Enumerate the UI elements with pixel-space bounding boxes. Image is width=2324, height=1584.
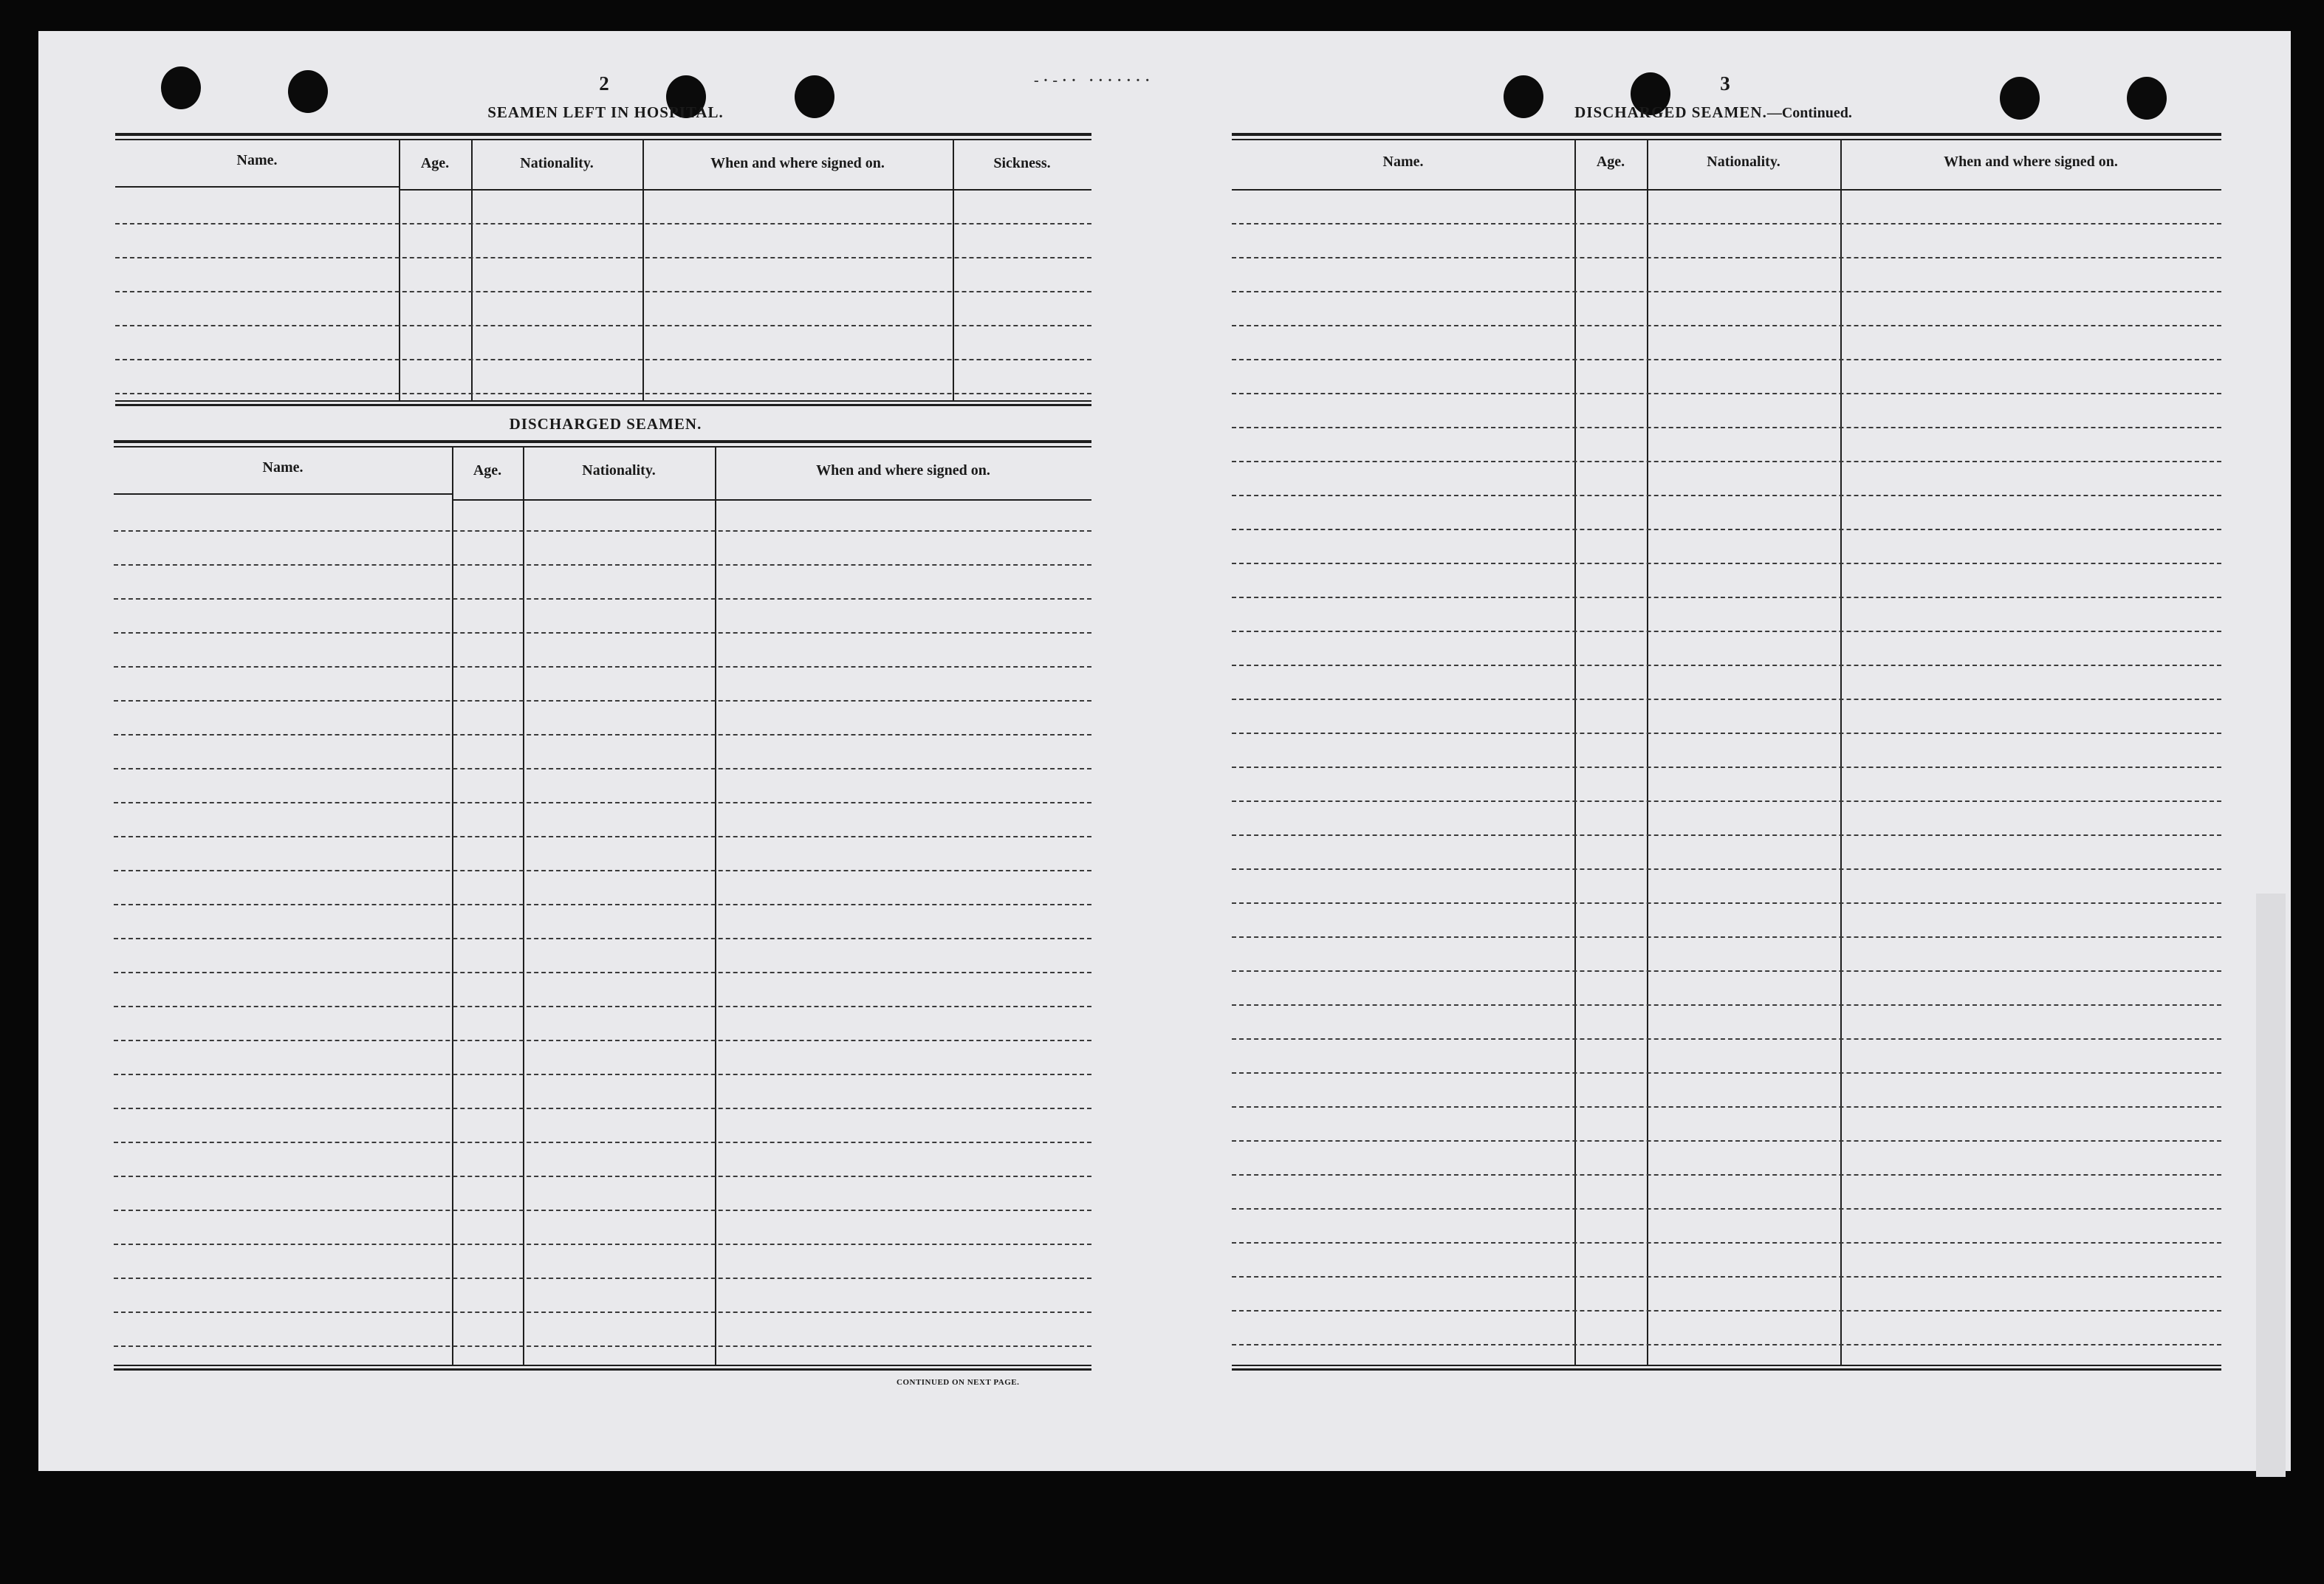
discharged-continued-heading — [1536, 103, 1891, 122]
col-header-nationality: Nationality. — [520, 155, 594, 171]
col-header-signed-on: When and where signed on. — [710, 155, 885, 171]
col-header-age: Age. — [473, 462, 502, 479]
col-header-age: Age. — [420, 155, 450, 171]
col-header-name: Name. — [236, 152, 278, 168]
punch-hole — [2000, 77, 2040, 120]
col-header-age: Age. — [1596, 154, 1625, 170]
col-header-nationality: Nationality. — [582, 462, 656, 479]
col-header-name: Name. — [262, 459, 304, 476]
col-header-sickness: Sickness. — [993, 155, 1051, 171]
hospital-heading: SEAMEN LEFT IN HOSPITAL. — [487, 103, 724, 121]
punch-hole — [288, 70, 328, 113]
left-page-number: 2 — [599, 72, 609, 95]
heading-continued: —Continued. — [1766, 105, 1852, 121]
col-header-signed-on: When and where signed on. — [816, 462, 990, 479]
page-divider-marks: -·-·· ······· — [1034, 72, 1155, 89]
right-page-number: 3 — [1720, 72, 1730, 95]
col-header-signed-on: When and where signed on. — [1944, 154, 2118, 170]
continued-footer: CONTINUED ON NEXT PAGE. — [897, 1378, 1020, 1387]
punch-hole — [161, 66, 201, 109]
col-header-nationality: Nationality. — [1707, 154, 1780, 170]
punch-hole — [2127, 77, 2167, 120]
page-edge-strip — [2256, 894, 2286, 1477]
discharged-heading: DISCHARGED SEAMEN. — [509, 415, 702, 433]
discharged-table-right — [1232, 133, 2221, 1376]
hospital-table — [115, 133, 1091, 414]
heading-main: DISCHARGED SEAMEN. — [1574, 103, 1767, 121]
discharged-table-left — [114, 440, 1091, 1375]
col-header-name: Name. — [1382, 154, 1424, 170]
punch-hole — [795, 75, 834, 118]
